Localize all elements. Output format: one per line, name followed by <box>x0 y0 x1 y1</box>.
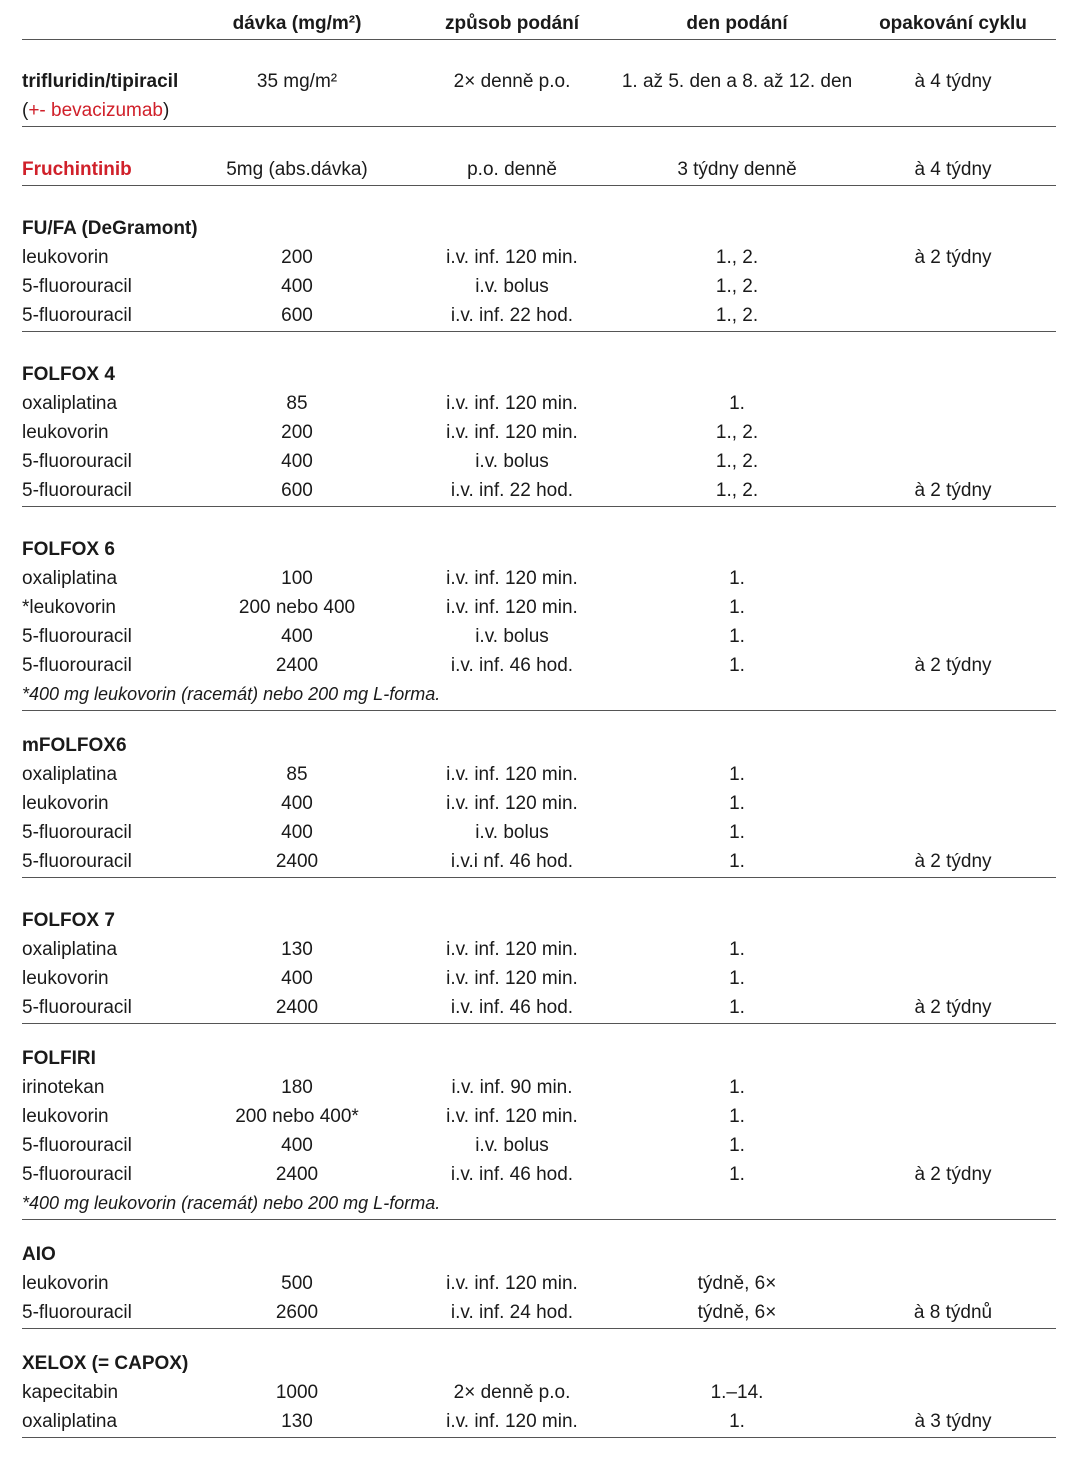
table-row <box>22 1269 1056 1298</box>
regimen-section <box>22 1024 1056 1220</box>
drug-name: leukovorin <box>22 1273 109 1294</box>
route: i.v. bolus <box>475 822 549 843</box>
day: 1. <box>729 1077 745 1098</box>
regimen-section <box>22 507 1056 711</box>
drug-name: 5-fluorouracil <box>22 305 132 326</box>
route: i.v. inf. 46 hod. <box>450 1164 574 1185</box>
day: 1., 2. <box>715 305 759 326</box>
dose: 1000 <box>275 1382 319 1403</box>
paren-open: ( <box>22 100 29 121</box>
route: i.v. inf. 120 min. <box>446 422 578 443</box>
drug-name: 5-fluorouracil <box>22 1164 132 1185</box>
dose: 85 <box>286 764 308 785</box>
header-route: způsob podání <box>444 13 580 34</box>
drug-name: oxaliplatina <box>22 939 118 960</box>
route: i.v. inf. 120 min. <box>446 1411 578 1432</box>
regimen-section <box>22 1329 1056 1438</box>
drug-name: *leukovorin <box>22 597 116 618</box>
table-header <box>22 0 1056 40</box>
table-row <box>22 1131 1056 1160</box>
day: 1. <box>729 393 745 414</box>
table-row <box>22 593 1056 622</box>
cycle: à 2 týdny <box>914 655 992 676</box>
route: i.v. inf. 120 min. <box>446 764 578 785</box>
table-row <box>22 760 1056 789</box>
table-row <box>22 67 1056 96</box>
footnote: *400 mg leukovorin (racemát) nebo 200 mg L-forma. <box>22 1193 441 1213</box>
dose: 5mg (abs.dávka) <box>226 159 368 180</box>
route: i.v. bolus <box>475 626 549 647</box>
regimen-title: FOLFOX 4 <box>22 364 115 385</box>
dose: 400 <box>281 1135 313 1156</box>
day: 1. <box>729 793 745 814</box>
day: 1. <box>729 626 745 647</box>
regimen-section <box>22 878 1056 1024</box>
table-row <box>22 818 1056 847</box>
day: týdně, 6× <box>697 1302 777 1323</box>
regimen-title: FOLFIRI <box>22 1048 96 1069</box>
route: p.o. denně <box>467 159 557 180</box>
regimen-sections <box>22 186 1056 1438</box>
dose: 400 <box>281 451 313 472</box>
day: 1. až 5. den a 8. až 12. den <box>621 71 853 92</box>
day: 1. <box>729 1135 745 1156</box>
dose: 2400 <box>275 1164 319 1185</box>
table-row <box>22 96 1056 125</box>
table-row <box>22 1160 1056 1189</box>
dose: 200 nebo 400* <box>235 1106 359 1127</box>
day: 1., 2. <box>715 422 759 443</box>
table-row <box>22 993 1056 1022</box>
table-row <box>22 389 1056 418</box>
regimen-section <box>22 332 1056 507</box>
dose: 200 <box>281 422 313 443</box>
route: i.v.i nf. 46 hod. <box>450 851 574 872</box>
day: 1. <box>729 1106 745 1127</box>
drug-name: oxaliplatina <box>22 568 118 589</box>
route: i.v. inf. 46 hod. <box>450 655 574 676</box>
route: i.v. inf. 22 hod. <box>450 480 574 501</box>
table-row <box>22 1102 1056 1131</box>
day: 1. <box>729 764 745 785</box>
cycle: à 3 týdny <box>914 1411 992 1432</box>
table-row <box>22 1407 1056 1436</box>
route: i.v. inf. 120 min. <box>446 793 578 814</box>
dose: 130 <box>281 1411 313 1432</box>
day: 1. <box>729 997 745 1018</box>
route: i.v. inf. 90 min. <box>451 1077 573 1098</box>
route: i.v. inf. 46 hod. <box>450 997 574 1018</box>
dose: 130 <box>281 939 313 960</box>
dose: 500 <box>281 1273 313 1294</box>
dose: 200 <box>281 247 313 268</box>
route: i.v. inf. 120 min. <box>446 939 578 960</box>
day: 1.–14. <box>710 1382 764 1403</box>
day: 1., 2. <box>715 247 759 268</box>
dose: 600 <box>281 480 313 501</box>
route: i.v. inf. 120 min. <box>446 1106 578 1127</box>
table-row <box>22 789 1056 818</box>
cycle: à 4 týdny <box>914 159 992 180</box>
day: 1. <box>729 655 745 676</box>
dose: 2400 <box>275 655 319 676</box>
drug-name: Fruchintinib <box>22 159 132 180</box>
section-fruchintinib <box>22 127 1056 186</box>
drug-name: leukovorin <box>22 968 109 989</box>
table-row <box>22 935 1056 964</box>
table-row <box>22 1378 1056 1407</box>
table-row <box>22 651 1056 680</box>
regimen-title: mFOLFOX6 <box>22 735 127 756</box>
table-row <box>22 272 1056 301</box>
cycle: à 2 týdny <box>914 997 992 1018</box>
drug-name: leukovorin <box>22 793 109 814</box>
dose: 200 nebo 400 <box>238 597 356 618</box>
table-row <box>22 1298 1056 1327</box>
addon-drug: +- bevacizumab <box>28 100 163 121</box>
regimen-table <box>22 0 1056 1438</box>
day: 1., 2. <box>715 276 759 297</box>
cycle: à 8 týdnů <box>913 1302 993 1323</box>
drug-name: 5-fluorouracil <box>22 822 132 843</box>
regimen-title: FOLFOX 7 <box>22 910 115 931</box>
route: i.v. inf. 120 min. <box>446 247 578 268</box>
regimen-title: FOLFOX 6 <box>22 539 115 560</box>
regimen-title: FU/FA (DeGramont) <box>22 218 198 239</box>
cycle: à 2 týdny <box>914 851 992 872</box>
cycle: à 2 týdny <box>914 480 992 501</box>
dose: 2400 <box>275 997 319 1018</box>
dose: 400 <box>281 822 313 843</box>
drug-name: oxaliplatina <box>22 764 118 785</box>
table-row <box>22 476 1056 505</box>
route: i.v. bolus <box>475 276 549 297</box>
dose: 600 <box>281 305 313 326</box>
day: 1. <box>729 568 745 589</box>
route: i.v. inf. 120 min. <box>446 597 578 618</box>
route: 2× denně p.o. <box>453 71 571 92</box>
paren-close: ) <box>162 100 170 121</box>
drug-name: 5-fluorouracil <box>22 451 132 472</box>
dose: 400 <box>281 968 313 989</box>
drug-name: leukovorin <box>22 1106 109 1127</box>
table-row <box>22 622 1056 651</box>
section-trifluridin <box>22 40 1056 127</box>
dose: 2600 <box>275 1302 319 1323</box>
drug-name: kapecitabin <box>22 1382 119 1403</box>
regimen-title: XELOX (= CAPOX) <box>22 1353 189 1374</box>
cycle: à 2 týdny <box>914 247 992 268</box>
drug-name: 5-fluorouracil <box>22 655 132 676</box>
dose: 35 mg/m² <box>256 71 338 92</box>
table-row <box>22 964 1056 993</box>
route: i.v. inf. 120 min. <box>446 968 578 989</box>
regimen-section <box>22 186 1056 332</box>
header-day: den podání <box>686 13 788 34</box>
table-row <box>22 301 1056 330</box>
drug-name: irinotekan <box>22 1077 105 1098</box>
drug-name: 5-fluorouracil <box>22 480 132 501</box>
day: 1. <box>729 1411 745 1432</box>
drug-name: 5-fluorouracil <box>22 1135 132 1156</box>
table-row <box>22 155 1056 184</box>
table-row <box>22 243 1056 272</box>
day: 1. <box>729 597 745 618</box>
table-row <box>22 1073 1056 1102</box>
dose: 400 <box>281 793 313 814</box>
drug-name: 5-fluorouracil <box>22 626 132 647</box>
drug-name: 5-fluorouracil <box>22 851 132 872</box>
day: 3 týdny denně <box>677 159 797 180</box>
dose: 2400 <box>275 851 319 872</box>
drug-name: oxaliplatina <box>22 1411 118 1432</box>
route: i.v. inf. 120 min. <box>446 568 578 589</box>
dose: 85 <box>286 393 308 414</box>
dose: 100 <box>281 568 313 589</box>
day: týdně, 6× <box>697 1273 777 1294</box>
drug-name: oxaliplatina <box>22 393 118 414</box>
route: i.v. bolus <box>475 1135 549 1156</box>
day: 1. <box>729 851 745 872</box>
cycle: à 4 týdny <box>914 71 992 92</box>
table-row <box>22 564 1056 593</box>
drug-name: 5-fluorouracil <box>22 997 132 1018</box>
route: i.v. inf. 120 min. <box>446 1273 578 1294</box>
table-row <box>22 447 1056 476</box>
drug-name: 5-fluorouracil <box>22 276 132 297</box>
day: 1. <box>729 1164 745 1185</box>
drug-name: 5-fluorouracil <box>22 1302 132 1323</box>
table-row <box>22 418 1056 447</box>
day: 1., 2. <box>715 480 759 501</box>
dose: 400 <box>281 626 313 647</box>
drug-name: leukovorin <box>22 422 109 443</box>
regimen-section <box>22 1220 1056 1329</box>
day: 1. <box>729 822 745 843</box>
dose: 180 <box>281 1077 313 1098</box>
table-row <box>22 847 1056 876</box>
header-cycle: opakování cyklu <box>879 13 1027 34</box>
regimen-title: AIO <box>22 1244 56 1265</box>
regimen-section <box>22 711 1056 878</box>
header-dose: dávka (mg/m²) <box>232 13 362 34</box>
drug-name: trifluridin/tipiracil <box>22 71 179 92</box>
dose: 400 <box>281 276 313 297</box>
footnote: *400 mg leukovorin (racemát) nebo 200 mg L-forma. <box>22 684 441 704</box>
route: i.v. inf. 120 min. <box>446 393 578 414</box>
route: i.v. bolus <box>475 451 549 472</box>
day: 1., 2. <box>715 451 759 472</box>
drug-name: leukovorin <box>22 247 109 268</box>
day: 1. <box>729 939 745 960</box>
cycle: à 2 týdny <box>914 1164 992 1185</box>
route: 2× denně p.o. <box>453 1382 571 1403</box>
day: 1. <box>729 968 745 989</box>
route: i.v. inf. 24 hod. <box>450 1302 574 1323</box>
route: i.v. inf. 22 hod. <box>450 305 574 326</box>
